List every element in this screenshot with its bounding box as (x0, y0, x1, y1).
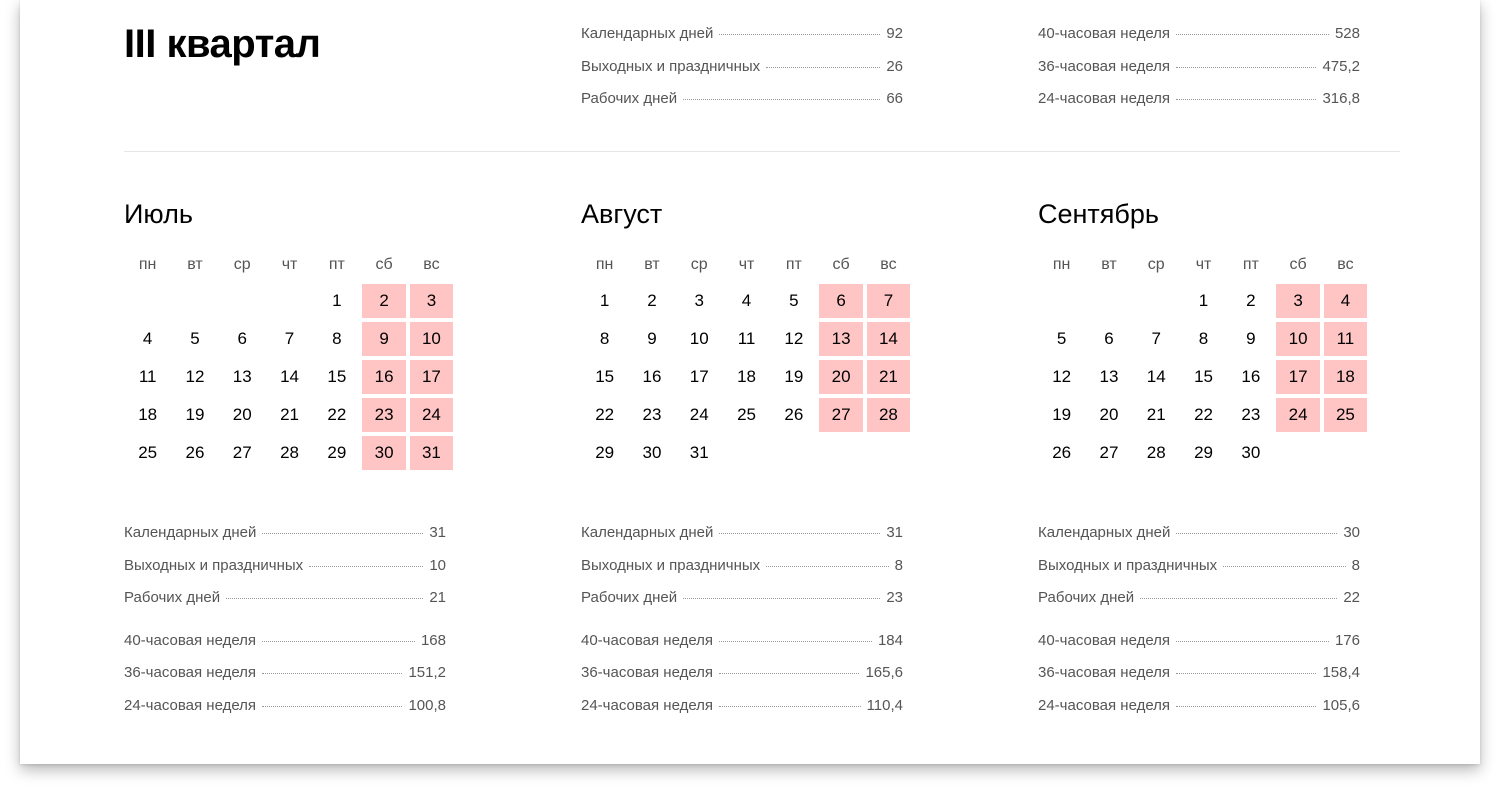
month-summary-july (124, 524, 446, 729)
stat-value: 110,4 (866, 696, 903, 714)
month-august (581, 196, 921, 462)
stat-label: Рабочих дней (124, 589, 221, 606)
weekend-day-cell: 21 (867, 360, 910, 394)
dot-leader (719, 34, 880, 35)
weekday-header: вт (187, 256, 203, 273)
group-spacer (124, 622, 446, 632)
stat-row (1038, 589, 1360, 622)
day-cell: 28 (280, 443, 299, 462)
weekday-header: вт (644, 256, 660, 273)
weekend-day-cell: 10 (1276, 322, 1319, 356)
dot-leader (1176, 533, 1337, 534)
group-spacer (581, 622, 903, 632)
stat-value: 105,6 (1322, 696, 1360, 714)
day-cell: 7 (284, 329, 295, 348)
stat-label: 36-часовая неделя (124, 664, 257, 681)
stat-label: 40-часовая неделя (124, 631, 257, 649)
month-grid (124, 248, 455, 472)
stat-row (581, 632, 903, 665)
weekday-header: пн (138, 256, 157, 273)
empty-day-cell (1040, 284, 1083, 318)
day-cell: 10 (689, 329, 709, 348)
dot-leader (309, 566, 423, 567)
stat-row (124, 697, 446, 730)
stat-row (124, 632, 446, 665)
stat-label: Рабочих дней (581, 90, 678, 107)
stat-row (581, 589, 903, 622)
day-cell: 31 (689, 443, 709, 462)
stat-value: 528 (1334, 25, 1360, 42)
weekend-day-cell: 4 (1324, 284, 1367, 318)
empty-day-cell (1135, 284, 1178, 318)
stat-label: Календарных дней (581, 25, 714, 42)
stat-row (581, 90, 903, 123)
weekend-day-cell: 14 (867, 322, 910, 356)
weekend-day-cell: 17 (1276, 360, 1319, 394)
day-cell: 1 (332, 291, 342, 310)
day-cell: 2 (1246, 291, 1256, 310)
day-cell: 28 (1146, 443, 1166, 462)
dot-leader (226, 598, 423, 599)
quarter-title: III квартал (124, 22, 321, 66)
weekday-header: вт (1101, 256, 1117, 273)
weekend-day-cell: 13 (819, 322, 862, 356)
day-cell: 5 (1056, 329, 1067, 348)
day-cell: 2 (647, 291, 657, 310)
month-july (124, 196, 464, 462)
dot-leader (719, 641, 872, 642)
day-cell: 30 (642, 443, 662, 462)
stat-value: 158,4 (1322, 664, 1360, 681)
dot-leader (683, 99, 880, 100)
day-cell: 15 (327, 367, 347, 386)
empty-day-cell (819, 436, 862, 470)
stat-value: 23 (886, 589, 903, 606)
empty-day-cell (173, 284, 216, 318)
month-grid (1038, 248, 1369, 472)
weekday-header: вс (423, 256, 440, 273)
day-cell: 19 (1052, 405, 1072, 424)
day-cell: 23 (642, 405, 662, 424)
day-cell: 22 (1194, 405, 1213, 424)
stat-row (581, 557, 903, 590)
dot-leader (1176, 706, 1316, 707)
empty-day-cell (268, 284, 311, 318)
empty-day-cell (1324, 436, 1367, 470)
section-divider (124, 151, 1400, 152)
stat-value: 31 (429, 524, 446, 541)
day-cell: 27 (1099, 443, 1119, 462)
day-cell: 20 (232, 405, 252, 424)
day-cell: 29 (327, 443, 347, 462)
weekday-header: пт (1242, 256, 1259, 273)
stat-value: 26 (886, 57, 903, 75)
weekend-day-cell: 24 (410, 398, 453, 432)
quarter-hours-summary (1038, 25, 1360, 123)
empty-day-cell (725, 436, 768, 470)
dot-leader (1176, 641, 1329, 642)
stat-value: 10 (429, 556, 446, 574)
dot-leader (683, 598, 880, 599)
day-cell: 9 (1246, 329, 1256, 348)
day-cell: 27 (232, 443, 252, 462)
stat-row (1038, 557, 1360, 590)
stat-value: 8 (1351, 556, 1360, 574)
day-cell: 26 (1052, 443, 1072, 462)
weekend-day-cell: 30 (362, 436, 405, 470)
day-cell: 11 (737, 329, 756, 348)
day-cell: 20 (1099, 405, 1119, 424)
weekend-day-cell: 20 (819, 360, 862, 394)
stat-value: 21 (429, 589, 446, 606)
day-cell: 24 (689, 405, 709, 424)
day-cell: 4 (142, 329, 153, 348)
day-cell: 13 (1099, 367, 1119, 386)
day-cell: 11 (138, 367, 157, 386)
day-cell: 26 (185, 443, 205, 462)
weekend-day-cell: 25 (1324, 398, 1367, 432)
day-cell: 29 (595, 443, 615, 462)
dot-leader (262, 641, 415, 642)
day-cell: 25 (138, 443, 158, 462)
group-spacer (1038, 622, 1360, 632)
day-cell: 29 (1194, 443, 1213, 462)
day-cell: 1 (599, 291, 610, 310)
day-cell: 8 (1198, 329, 1209, 348)
weekend-day-cell: 28 (867, 398, 910, 432)
empty-day-cell (126, 284, 169, 318)
empty-day-cell (1276, 436, 1319, 470)
weekday-header: пт (785, 256, 802, 273)
stat-row (581, 25, 903, 58)
day-cell: 30 (1241, 443, 1261, 462)
day-cell: 22 (595, 405, 615, 424)
weekday-header: сб (832, 256, 850, 273)
day-cell: 23 (1241, 405, 1261, 424)
stat-value: 168 (420, 631, 446, 649)
day-cell: 12 (1052, 367, 1072, 386)
stat-label: 24-часовая неделя (581, 696, 714, 714)
stat-row (124, 557, 446, 590)
day-cell: 25 (737, 405, 756, 424)
weekday-header: ср (1147, 256, 1165, 273)
day-cell: 15 (595, 367, 615, 386)
month-grid (581, 248, 912, 472)
empty-day-cell (772, 436, 815, 470)
dot-leader (262, 706, 402, 707)
stat-row (1038, 25, 1360, 58)
stat-row (581, 697, 903, 730)
weekday-header: вс (880, 256, 897, 273)
weekend-day-cell: 24 (1276, 398, 1319, 432)
dot-leader (766, 67, 880, 68)
stat-label: 36-часовая неделя (1038, 664, 1171, 681)
stat-row (581, 524, 903, 557)
stat-value: 8 (894, 556, 903, 574)
weekday-header: пт (328, 256, 345, 273)
stat-value: 475,2 (1322, 57, 1360, 75)
dot-leader (719, 706, 861, 707)
dot-leader (262, 533, 423, 534)
empty-day-cell (867, 436, 910, 470)
stat-label: Выходных и праздничных (581, 57, 761, 75)
stat-value: 100,8 (408, 696, 446, 714)
day-cell: 8 (599, 329, 610, 348)
day-cell: 7 (1151, 329, 1161, 348)
dot-leader (766, 566, 889, 567)
day-cell: 21 (1146, 405, 1166, 424)
stat-label: Выходных и праздничных (124, 556, 304, 574)
stat-label: Календарных дней (124, 524, 257, 541)
day-cell: 5 (190, 329, 200, 348)
dot-leader (1176, 99, 1316, 100)
weekend-day-cell: 16 (362, 360, 405, 394)
quarter-days-summary (581, 25, 903, 123)
stat-label: Выходных и праздничных (1038, 556, 1218, 574)
day-cell: 12 (784, 329, 804, 348)
weekend-day-cell: 31 (410, 436, 453, 470)
day-cell: 16 (1241, 367, 1261, 386)
stat-row (1038, 524, 1360, 557)
day-cell: 3 (694, 291, 704, 310)
month-september (1038, 196, 1378, 462)
stat-label: Календарных дней (581, 524, 714, 541)
stat-label: 24-часовая неделя (1038, 696, 1171, 714)
stat-value: 151,2 (408, 664, 446, 681)
stat-value: 176 (1334, 631, 1360, 649)
day-cell: 8 (332, 329, 342, 348)
weekday-header: сб (375, 256, 393, 273)
day-cell: 14 (280, 367, 299, 386)
stat-value: 92 (886, 25, 903, 42)
day-cell: 26 (784, 405, 804, 424)
month-summary-august (581, 524, 903, 729)
dot-leader (1176, 673, 1316, 674)
stat-label: 40-часовая неделя (1038, 25, 1171, 42)
weekend-day-cell: 3 (410, 284, 453, 318)
dot-leader (262, 673, 402, 674)
stat-row (1038, 58, 1360, 91)
stat-row (1038, 90, 1360, 123)
stat-label: Выходных и праздничных (581, 556, 761, 574)
day-cell: 22 (327, 405, 347, 424)
stat-label: Рабочих дней (581, 589, 678, 606)
stat-value: 165,6 (865, 664, 903, 681)
stat-row (124, 524, 446, 557)
day-cell: 14 (1146, 367, 1166, 386)
weekend-day-cell: 27 (819, 398, 862, 432)
stat-row (124, 664, 446, 697)
stat-value: 30 (1343, 524, 1360, 541)
weekday-header: ср (690, 256, 708, 273)
day-cell: 1 (1198, 291, 1209, 310)
empty-day-cell (221, 284, 264, 318)
weekday-header: чт (1195, 256, 1212, 273)
weekday-header: ср (233, 256, 251, 273)
dot-leader (719, 533, 880, 534)
weekend-day-cell: 9 (362, 322, 405, 356)
day-cell: 6 (1104, 329, 1114, 348)
weekend-day-cell: 17 (410, 360, 453, 394)
day-cell: 16 (642, 367, 662, 386)
dot-leader (719, 673, 859, 674)
weekday-header: сб (1289, 256, 1307, 273)
stat-label: 36-часовая неделя (581, 664, 714, 681)
quarter-calendar-page (20, 0, 1480, 764)
weekend-day-cell: 23 (362, 398, 405, 432)
stat-value: 66 (886, 90, 903, 107)
stat-label: 24-часовая неделя (124, 696, 257, 714)
stat-value: 184 (877, 631, 903, 649)
empty-day-cell (1087, 284, 1130, 318)
stat-row (1038, 697, 1360, 730)
stat-label: 40-часовая неделя (1038, 631, 1171, 649)
day-cell: 19 (784, 367, 804, 386)
day-cell: 5 (789, 291, 799, 310)
weekend-day-cell: 11 (1324, 322, 1367, 356)
weekend-day-cell: 10 (410, 322, 453, 356)
day-cell: 18 (138, 405, 158, 424)
weekday-header: пн (1052, 256, 1071, 273)
month-summary-september (1038, 524, 1360, 729)
day-cell: 15 (1194, 367, 1213, 386)
month-name: Июль (124, 199, 193, 229)
day-cell: 6 (237, 329, 247, 348)
stat-row (581, 664, 903, 697)
day-cell: 19 (185, 405, 205, 424)
stat-label: 40-часовая неделя (581, 631, 714, 649)
weekday-header: чт (738, 256, 755, 273)
weekday-header: чт (281, 256, 298, 273)
weekend-day-cell: 18 (1324, 360, 1367, 394)
weekday-header: вс (1337, 256, 1354, 273)
stat-label: 36-часовая неделя (1038, 57, 1171, 75)
dot-leader (1176, 34, 1329, 35)
stat-row (581, 58, 903, 91)
dot-leader (1223, 566, 1346, 567)
weekend-day-cell: 6 (819, 284, 862, 318)
dot-leader (1140, 598, 1337, 599)
stat-value: 22 (1343, 589, 1360, 606)
month-name: Сентябрь (1038, 199, 1159, 229)
stat-row (1038, 632, 1360, 665)
stat-label: Рабочих дней (1038, 589, 1135, 606)
weekday-header: пн (595, 256, 614, 273)
weekend-day-cell: 7 (867, 284, 910, 318)
stat-row (1038, 664, 1360, 697)
stat-row (124, 589, 446, 622)
day-cell: 4 (741, 291, 752, 310)
day-cell: 13 (232, 367, 252, 386)
day-cell: 12 (185, 367, 205, 386)
stat-value: 316,8 (1322, 90, 1360, 107)
day-cell: 9 (647, 329, 657, 348)
day-cell: 18 (737, 367, 756, 386)
weekend-day-cell: 2 (362, 284, 405, 318)
stat-value: 31 (886, 524, 903, 541)
dot-leader (1176, 67, 1316, 68)
day-cell: 21 (280, 405, 299, 424)
stat-label: 24-часовая неделя (1038, 90, 1171, 107)
weekend-day-cell: 3 (1276, 284, 1319, 318)
stat-label: Календарных дней (1038, 524, 1171, 541)
month-name: Август (581, 199, 663, 229)
day-cell: 17 (689, 367, 709, 386)
